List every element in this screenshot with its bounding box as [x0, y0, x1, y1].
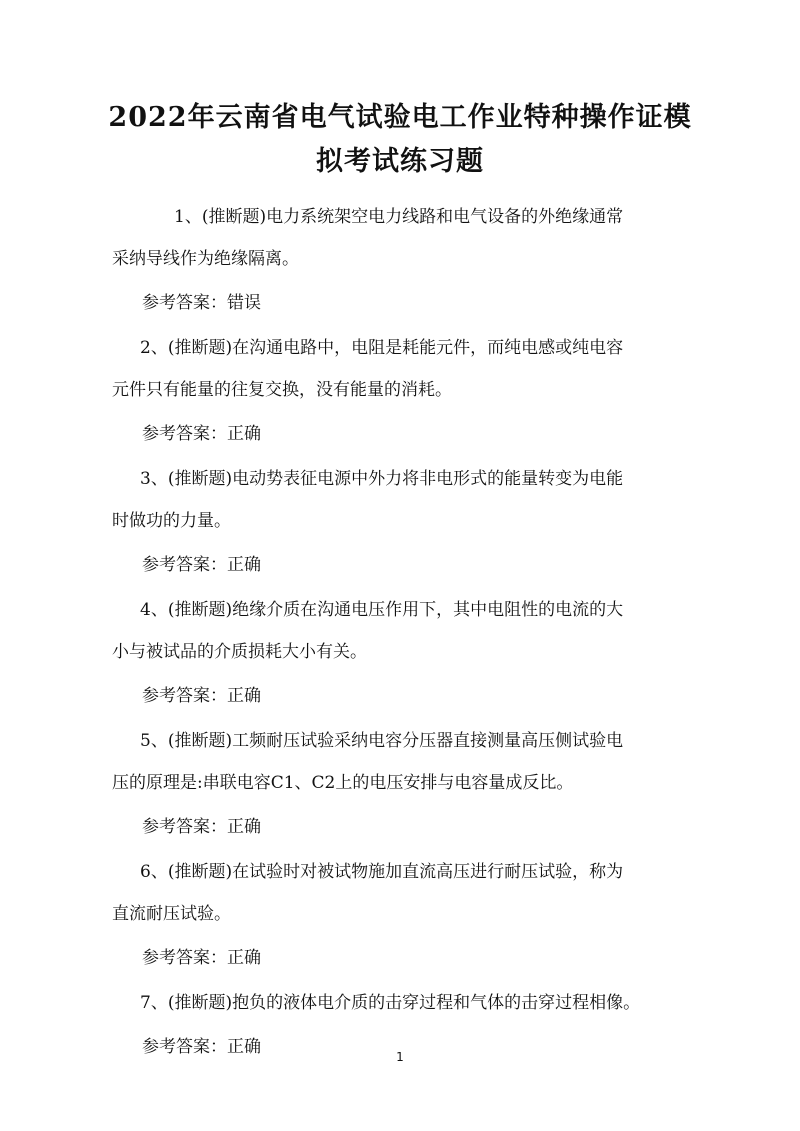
answer-text: 参考答案：错误 [142, 293, 261, 313]
answer-text: 参考答案：正确 [142, 424, 261, 444]
question-text-continued: 时做功的力量。 [112, 511, 231, 531]
question-text: 5、(推断题)工频耐压试验采纳电容分压器直接测量高压侧试验电 [140, 731, 624, 751]
title-line-2: 拟考试练习题 [316, 146, 484, 177]
answer-text: 参考答案：正确 [142, 817, 261, 837]
question-list [112, 196, 692, 1071]
answer-text: 参考答案：正确 [142, 555, 261, 575]
question-text: 1、(推断题)电力系统架空电力线路和电气设备的外绝缘通常 [174, 207, 624, 227]
question-item-5 [112, 720, 692, 848]
answer-text: 参考答案：正确 [142, 1037, 261, 1057]
answer-text: 参考答案：正确 [142, 948, 261, 968]
answer-text: 参考答案：正确 [142, 686, 261, 706]
question-item-3 [112, 458, 692, 586]
question-text: 6、(推断题)在试验时对被试物施加直流高压进行耐压试验，称为 [140, 862, 624, 882]
question-text: 4、(推断题)绝缘介质在沟通电压作用下，其中电阻性的电流的大 [140, 600, 624, 620]
title-line-1: 2022年云南省电气试验电工作业特种操作证模 [108, 102, 692, 133]
question-item-6 [112, 851, 692, 979]
question-text: 2、(推断题)在沟通电路中，电阻是耗能元件，而纯电感或纯电容 [140, 338, 624, 358]
page-title [100, 96, 700, 184]
question-text-continued: 采纳导线作为绝缘隔离。 [112, 249, 299, 269]
question-text-continued: 直流耐压试验。 [112, 904, 231, 924]
question-text-continued: 元件只有能量的往复交换，没有能量的消耗。 [112, 380, 452, 400]
question-text: 3、(推断题)电动势表征电源中外力将非电形式的能量转变为电能 [140, 469, 624, 489]
question-text: 7、(推断题)抱负的液体电介质的击穿过程和气体的击穿过程相像。 [140, 993, 641, 1013]
question-item-2 [112, 327, 692, 455]
question-text-continued: 压的原理是:串联电容C1、C2上的电压安排与电容量成反比。 [112, 773, 574, 793]
question-text-continued: 小与被试品的介质损耗大小有关。 [112, 642, 367, 662]
page-number: 1 [396, 1050, 404, 1064]
question-item-1 [112, 196, 692, 324]
question-item-4 [112, 589, 692, 717]
